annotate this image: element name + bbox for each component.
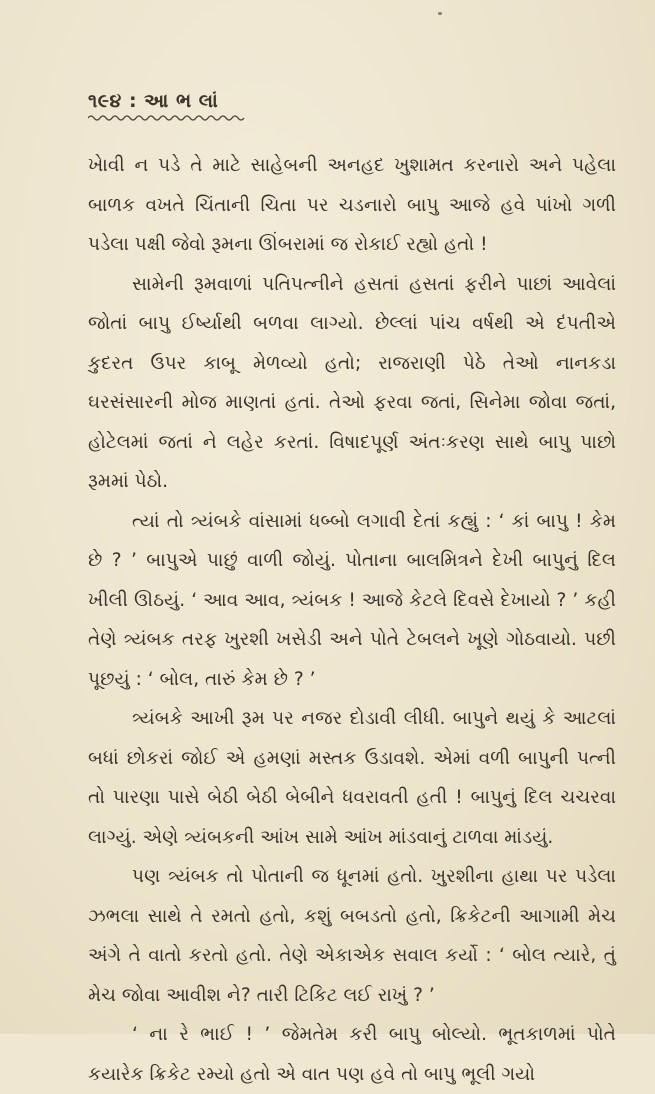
page-number-and-title: ૧૯૪ : આ ભ લાં — [88, 90, 219, 112]
paper-speck — [438, 12, 442, 15]
paragraph: પણ ત્ર્યંબક તો પોતાની જ ધૂનમાં હતો. ખુરશીના હાથા પર પડેલા ઝભલા સાથે તે રમતો હતો, કશું બબડતો હતો, ક્રિકેટની આગામી મેચ અંગે તે વાતો કરતો હતો. તેણે એકાએક સવાલ કર્યો : ‘ બોલ ત્યારે, તું મેચ જોવા આવીશ ને? તારી ટિકિટ લઈ રાખું ? ’ — [88, 866, 616, 1006]
paragraph: ત્ર્યંબકે આખી રૂમ પર નજર દોડાવી લીધી. બાપુને થયું કે આટલાં બધાં છોકરાં જોઈ એ હમણાં મસ્તક ઉડાવશે. એમાં વળી બાપુની પત્ની તો પારણા પાસે બેઠી બેઠી બેબીને ધવરાવતી હતી ! બાપુનું દિલ ચચરવા લાગ્યું. એણે ત્ર્યંબકની આંખ સામે આંખ માંડવાનું ટાળવા માંડયું. — [88, 708, 616, 848]
body-text — [88, 146, 616, 1094]
paragraph: ખેાવી ન પડે તે માટે સાહેબની અનહદ ખુશામત કરનારો અને પહેલા બાળક વખતે ચિંતાની ચિતા પર ચડનારો બાપુ આજે હવે પાંખો ગળી પડેલા પક્ષી જેવો રૂમના ઊંબરામાં જ રોકાઈ રહ્યો હતો ! — [88, 155, 616, 255]
page-header — [88, 90, 288, 122]
wavy-underline-ornament — [88, 114, 248, 122]
paragraph: સામેની રૂમવાળાં પતિપત્નીને હસતાં હસતાં ફરીને પાછાં આવેલાં જોતાં બાપુ ઈર્ષ્યાથી બળવા લાગ્યો. છેલ્લાં પાંચ વર્ષથી એ દંપતીએ કુદરત ઉપર કાબૂ મેળવ્યો હતો; રાજરાણી પેઠે તેઓ નાનકડા ઘરસંસારની મોજ માણતાં હતાં. તેઓ ફરવા જતાં, સિનેમા જોવા જતાં, હોટેલમાં જતાં ને લહેર કરતાં. વિષાદપૂર્ણ અંતઃકરણ સાથે બાપુ પાછો રૂમમાં પેઠો. — [88, 273, 616, 492]
paragraph: ત્યાં તો ત્ર્યંબકે વાંસામાં ધબ્બો લગાવી દેતાં કહ્યું : ‘ કાં બાપુ ! કેમ છે ? ’ બાપુએ પાછું વાળી જોયું. પોતાના બાલમિત્રને દેખી બાપુનું દિલ ખીલી ઊઠયું. ‘ આવ આવ, ત્ર્યંબક ! આજે કેટલે દિવસે દેખાયો ? ’ કહી તેણે ત્ર્યંબક તરફ ખુરશી ખસેડી અને પોતે ટેબલને ખૂણે ગોઠવાયો. પછી પૂછયું : ‘ બોલ, તારું કેમ છે ? ’ — [88, 510, 616, 690]
paragraph: ‘ ના રે ભાઈ ! ’ જેમતેમ કરી બાપુ બોલ્યો. ભૂતકાળમાં પોતે કયારેક ક્રિકેટ રમ્યો હતો એ વાત પણ હવે તો બાપુ ભૂલી ગયો — [88, 1024, 616, 1085]
